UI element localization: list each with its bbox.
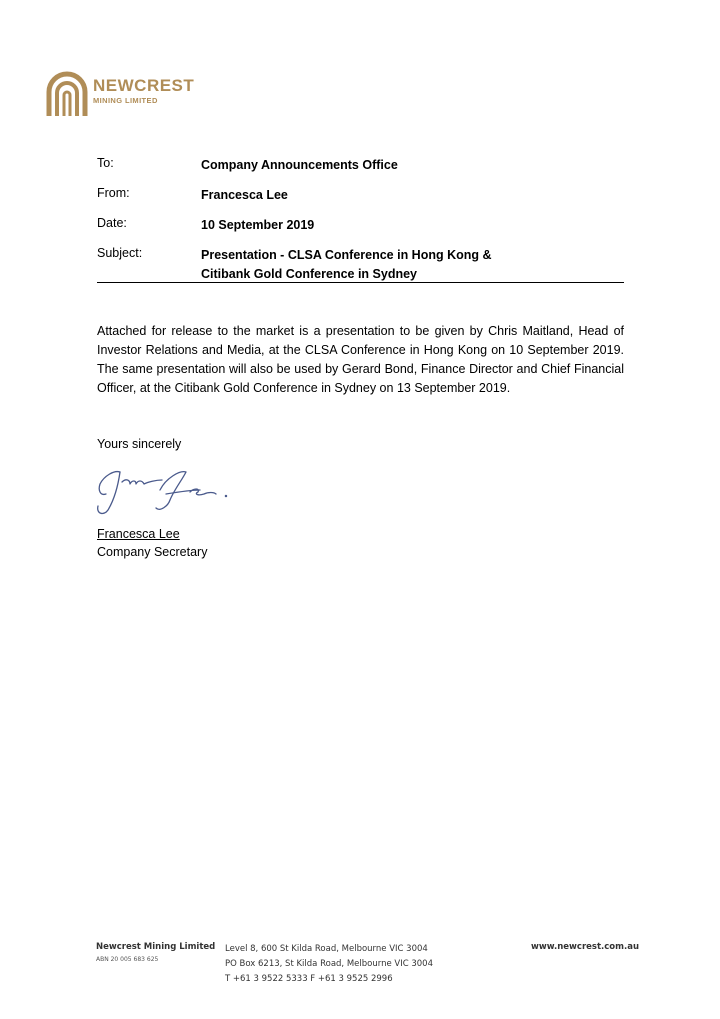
- memo-divider: [97, 282, 624, 283]
- date-value: 10 September 2019: [201, 218, 315, 232]
- footer-website-link[interactable]: www.newcrest.com.au: [531, 942, 640, 952]
- from-label: From:: [97, 186, 130, 200]
- memo-subject-row: [97, 246, 624, 293]
- handwritten-signature: [90, 460, 230, 520]
- footer-address: [225, 942, 433, 987]
- signatory-name: Francesca Lee: [97, 527, 180, 541]
- memo-header: [97, 156, 624, 293]
- memo-from-row: [97, 186, 624, 216]
- memo-to-row: [97, 156, 624, 186]
- footer-address-line-1: Level 8, 600 St Kilda Road, Melbourne VIC 3004: [225, 944, 428, 954]
- closing-salutation: Yours sincerely: [97, 437, 182, 451]
- newcrest-logo-mark-icon: [43, 68, 91, 118]
- memo-date-row: [97, 216, 624, 246]
- to-label: To:: [97, 156, 114, 170]
- page-footer: [0, 938, 720, 998]
- date-label: Date:: [97, 216, 127, 230]
- logo-wordmark: NEWCREST: [93, 76, 195, 95]
- subject-label: Subject:: [97, 246, 143, 260]
- signatory-title: Company Secretary: [97, 545, 208, 559]
- subject-value: [201, 246, 492, 284]
- footer-abn: ABN 20 005 683 625: [96, 956, 159, 963]
- from-value: Francesca Lee: [201, 188, 288, 202]
- announcement-paragraph: Attached for release to the market is a presentation to be given by Chris Maitland, Head of Investor Relations and Media, at the CLSA Conference in Hong Kong on 10 September 2019. The same presentation will also be used by Gerard Bond, Finance Director and Chief Financial Officer, at the Citibank Gold Conference in Sydney on 13 September 2019.: [97, 324, 624, 395]
- to-value: Company Announcements Office: [201, 158, 398, 172]
- logo-subtitle: MINING LIMITED: [93, 96, 158, 105]
- footer-phone-line: T +61 3 9522 5333 F +61 3 9525 2996: [225, 974, 393, 984]
- subject-line-2: Citibank Gold Conference in Sydney: [201, 267, 418, 281]
- company-logo: [43, 68, 195, 118]
- footer-address-line-2: PO Box 6213, St Kilda Road, Melbourne VIC 3004: [225, 959, 433, 969]
- subject-line-1: Presentation - CLSA Conference in Hong Kong &: [201, 248, 492, 262]
- footer-company-name: Newcrest Mining Limited: [96, 942, 216, 952]
